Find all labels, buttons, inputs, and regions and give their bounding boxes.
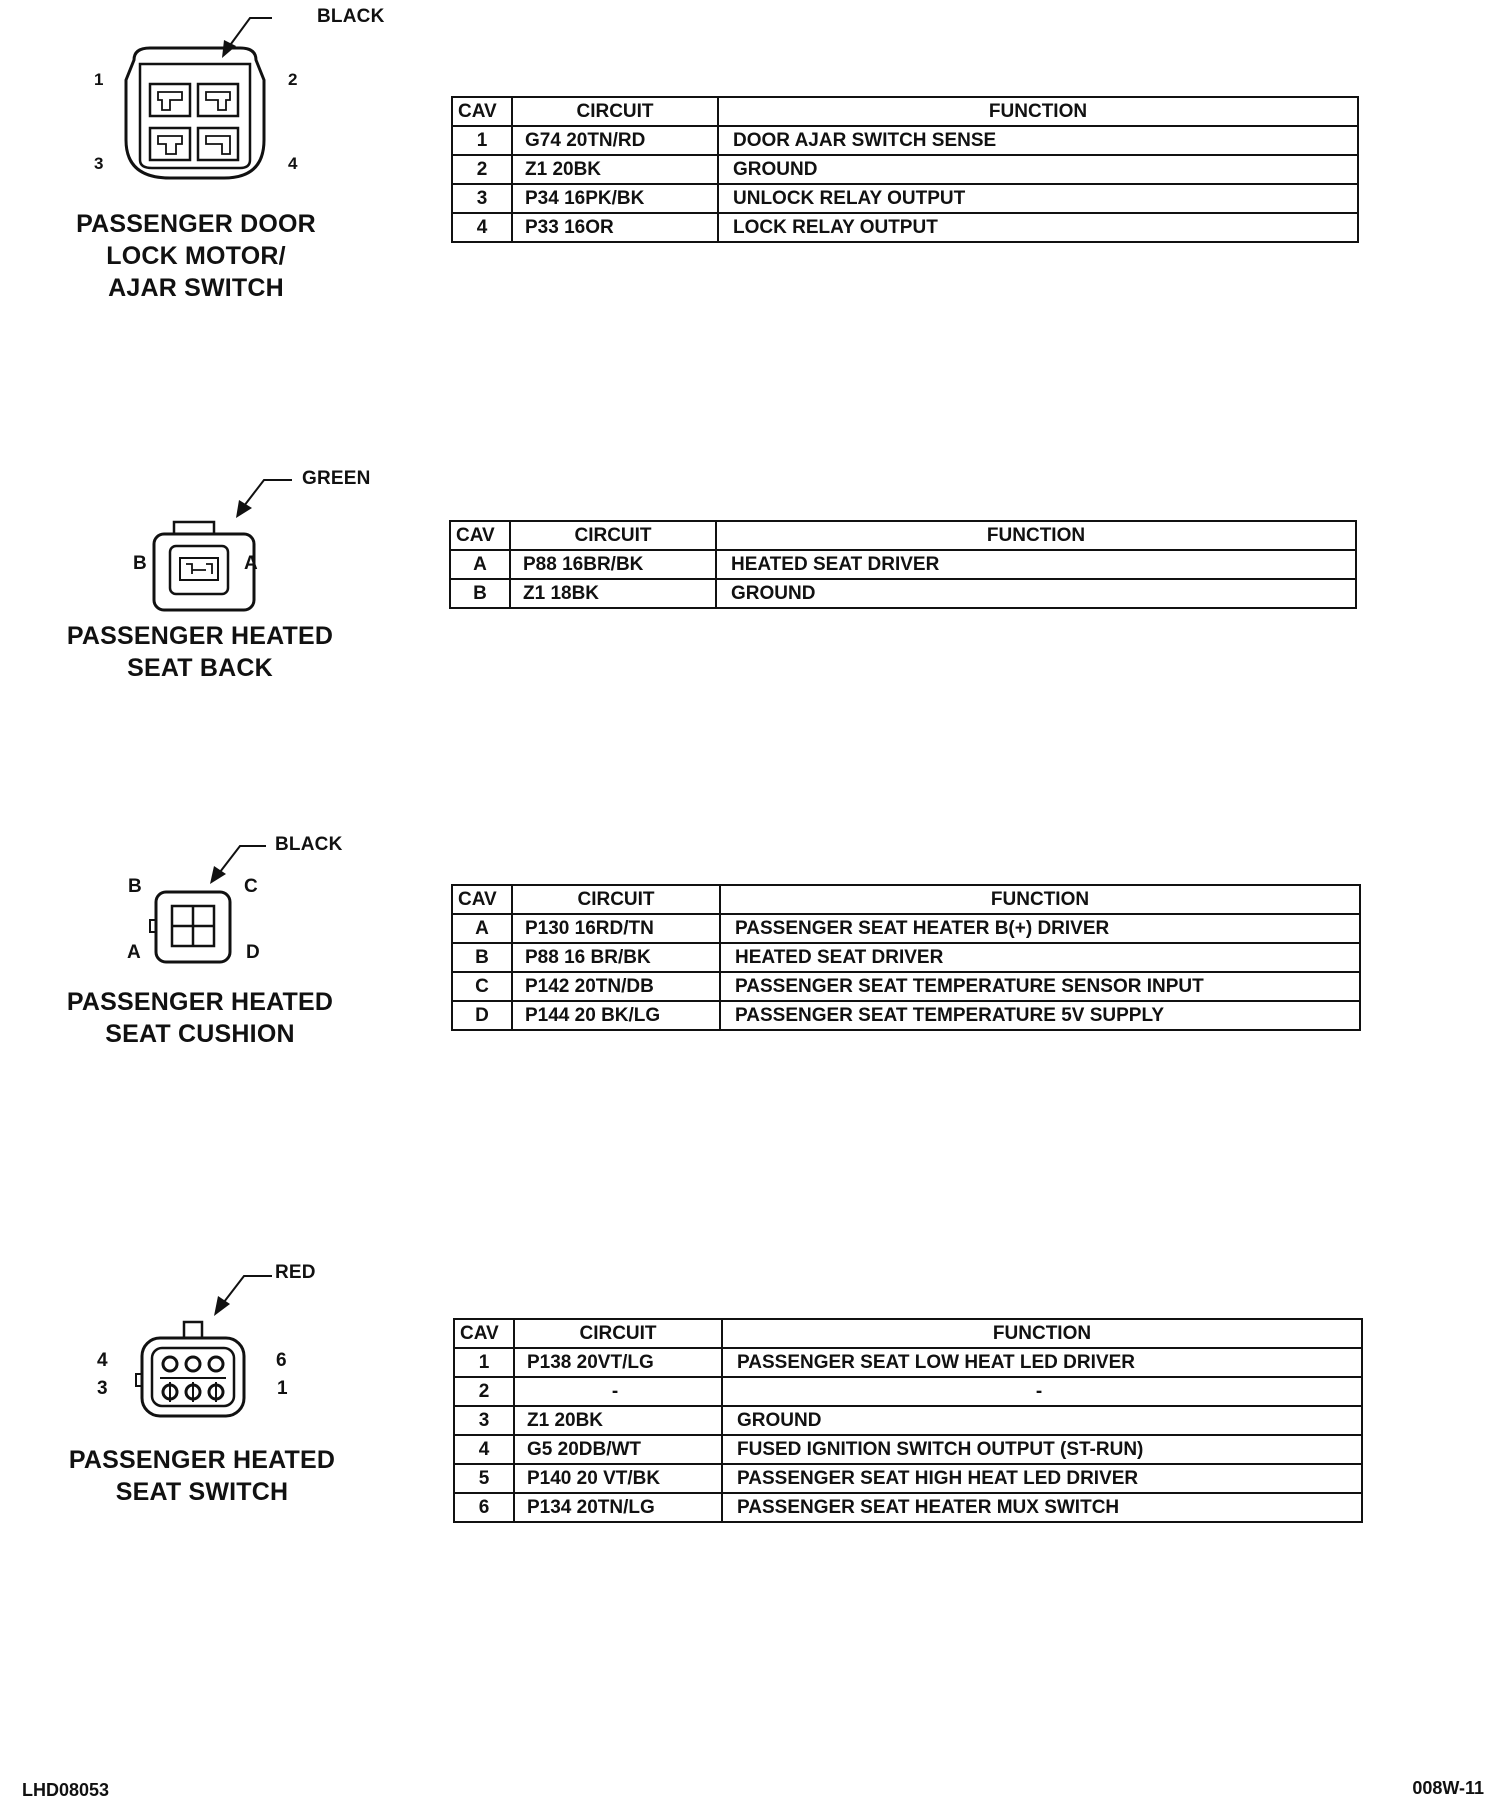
cell-cav: D [452,1001,512,1030]
pin-label: 2 [288,70,298,89]
pinout-table [451,884,1361,1031]
pin-label: A [127,942,141,963]
cell-circuit: P140 20 VT/BK [514,1464,722,1493]
cell-cav: B [452,943,512,972]
pin-label: 1 [277,1378,288,1399]
page-id-right: 008W-11 [1412,1778,1484,1798]
cell-circuit: G74 20TN/RD [512,126,718,155]
cell-function: FUSED IGNITION SWITCH OUTPUT (ST-RUN) [722,1435,1362,1464]
cell-cav: 4 [454,1435,514,1464]
table-row [454,1406,1362,1435]
cell-circuit: - [514,1377,722,1406]
table-row [454,1348,1362,1377]
connector-title [56,208,336,304]
table-row [454,1435,1362,1464]
cell-circuit: P144 20 BK/LG [512,1001,720,1030]
table-row [450,550,1356,579]
cell-circuit: Z1 20BK [514,1406,722,1435]
pinout-table [449,520,1357,609]
table-header-row [450,521,1356,550]
pin-label: 1 [94,70,104,89]
table-row [454,1377,1362,1406]
header-circuit: CIRCUIT [510,521,716,550]
cell-cav: 3 [454,1406,514,1435]
header-function: FUNCTION [718,97,1358,126]
cell-function: PASSENGER SEAT LOW HEAT LED DRIVER [722,1348,1362,1377]
wire-color-label: GREEN [302,468,371,489]
cell-function: GROUND [718,155,1358,184]
pin-label: D [246,942,260,963]
cell-cav: 1 [454,1348,514,1377]
cell-function: PASSENGER SEAT HEATER MUX SWITCH [722,1493,1362,1522]
title-line: PASSENGER HEATED [68,1446,336,1474]
cell-cav: 6 [454,1493,514,1522]
pin-label: 6 [276,1350,287,1371]
pinout-table [453,1318,1363,1523]
table-row [452,1001,1360,1030]
cell-function: DOOR AJAR SWITCH SENSE [718,126,1358,155]
cell-cav: B [450,579,510,608]
cell-cav: 4 [452,213,512,242]
cell-function: LOCK RELAY OUTPUT [718,213,1358,242]
header-cav: CAV [452,885,512,914]
table-row [452,914,1360,943]
pin-label: 3 [97,1378,108,1399]
cell-circuit: G5 20DB/WT [514,1435,722,1464]
header-cav: CAV [452,97,512,126]
cell-function: - [722,1377,1362,1406]
table-header-row [452,885,1360,914]
pin-label: 4 [288,154,298,173]
table-row [452,213,1358,242]
cell-cav: 1 [452,126,512,155]
table-row [450,579,1356,608]
cell-circuit: P138 20VT/LG [514,1348,722,1377]
header-circuit: CIRCUIT [512,97,718,126]
connector-title [62,1444,342,1508]
cell-circuit: P88 16 BR/BK [512,943,720,972]
title-line: SEAT BACK [127,654,273,682]
cell-cav: 2 [454,1377,514,1406]
pin-label: 3 [94,154,104,173]
table-row [452,972,1360,1001]
title-line: SEAT SWITCH [115,1478,289,1506]
cell-cav: C [452,972,512,1001]
wire-color-label: BLACK [275,834,343,855]
title-line: SEAT CUSHION [105,1020,295,1048]
cell-function: HEATED SEAT DRIVER [720,943,1360,972]
table-row [452,155,1358,184]
header-function: FUNCTION [722,1319,1362,1348]
pinout-table [451,96,1359,243]
cell-function: UNLOCK RELAY OUTPUT [718,184,1358,213]
cell-cav: A [452,914,512,943]
connector-title [60,986,340,1050]
connector-door-lock-drawing [100,0,300,200]
header-function: FUNCTION [716,521,1356,550]
pin-label: A [244,553,258,574]
table-row [452,184,1358,213]
table-header-row [454,1319,1362,1348]
cell-function: PASSENGER SEAT TEMPERATURE SENSOR INPUT [720,972,1360,1001]
header-circuit: CIRCUIT [514,1319,722,1348]
connector-seat-switch-drawing [120,1260,340,1430]
pin-label: 4 [97,1350,108,1371]
wire-color-label: RED [275,1262,316,1283]
cell-function: HEATED SEAT DRIVER [716,550,1356,579]
table-header-row [452,97,1358,126]
title-line: LOCK MOTOR/ [106,242,286,270]
cell-cav: 5 [454,1464,514,1493]
cell-circuit: Z1 18BK [510,579,716,608]
title-line: PASSENGER HEATED [66,622,334,650]
cell-function: PASSENGER SEAT HIGH HEAT LED DRIVER [722,1464,1362,1493]
cell-function: GROUND [716,579,1356,608]
title-line: PASSENGER HEATED [66,988,334,1016]
connector-title [60,620,340,684]
header-cav: CAV [450,521,510,550]
cell-cav: 3 [452,184,512,213]
table-row [452,943,1360,972]
title-line: PASSENGER DOOR [76,210,316,238]
cell-circuit: P130 16RD/TN [512,914,720,943]
pin-label: B [133,553,147,574]
cell-function: PASSENGER SEAT HEATER B(+) DRIVER [720,914,1360,943]
cell-circuit: P33 16OR [512,213,718,242]
header-cav: CAV [454,1319,514,1348]
figure-id-left: LHD08053 [22,1780,110,1800]
cell-circuit: P142 20TN/DB [512,972,720,1001]
wire-color-label: BLACK [317,6,385,27]
header-circuit: CIRCUIT [512,885,720,914]
table-row [452,126,1358,155]
title-line: AJAR SWITCH [108,274,284,302]
cell-circuit: P134 20TN/LG [514,1493,722,1522]
header-function: FUNCTION [720,885,1360,914]
cell-cav: A [450,550,510,579]
table-row [454,1493,1362,1522]
table-row [454,1464,1362,1493]
cell-cav: 2 [452,155,512,184]
cell-function: GROUND [722,1406,1362,1435]
cell-function: PASSENGER SEAT TEMPERATURE 5V SUPPLY [720,1001,1360,1030]
pin-label: B [128,876,142,897]
pin-label: C [244,876,258,897]
cell-circuit: Z1 20BK [512,155,718,184]
cell-circuit: P34 16PK/BK [512,184,718,213]
cell-circuit: P88 16BR/BK [510,550,716,579]
